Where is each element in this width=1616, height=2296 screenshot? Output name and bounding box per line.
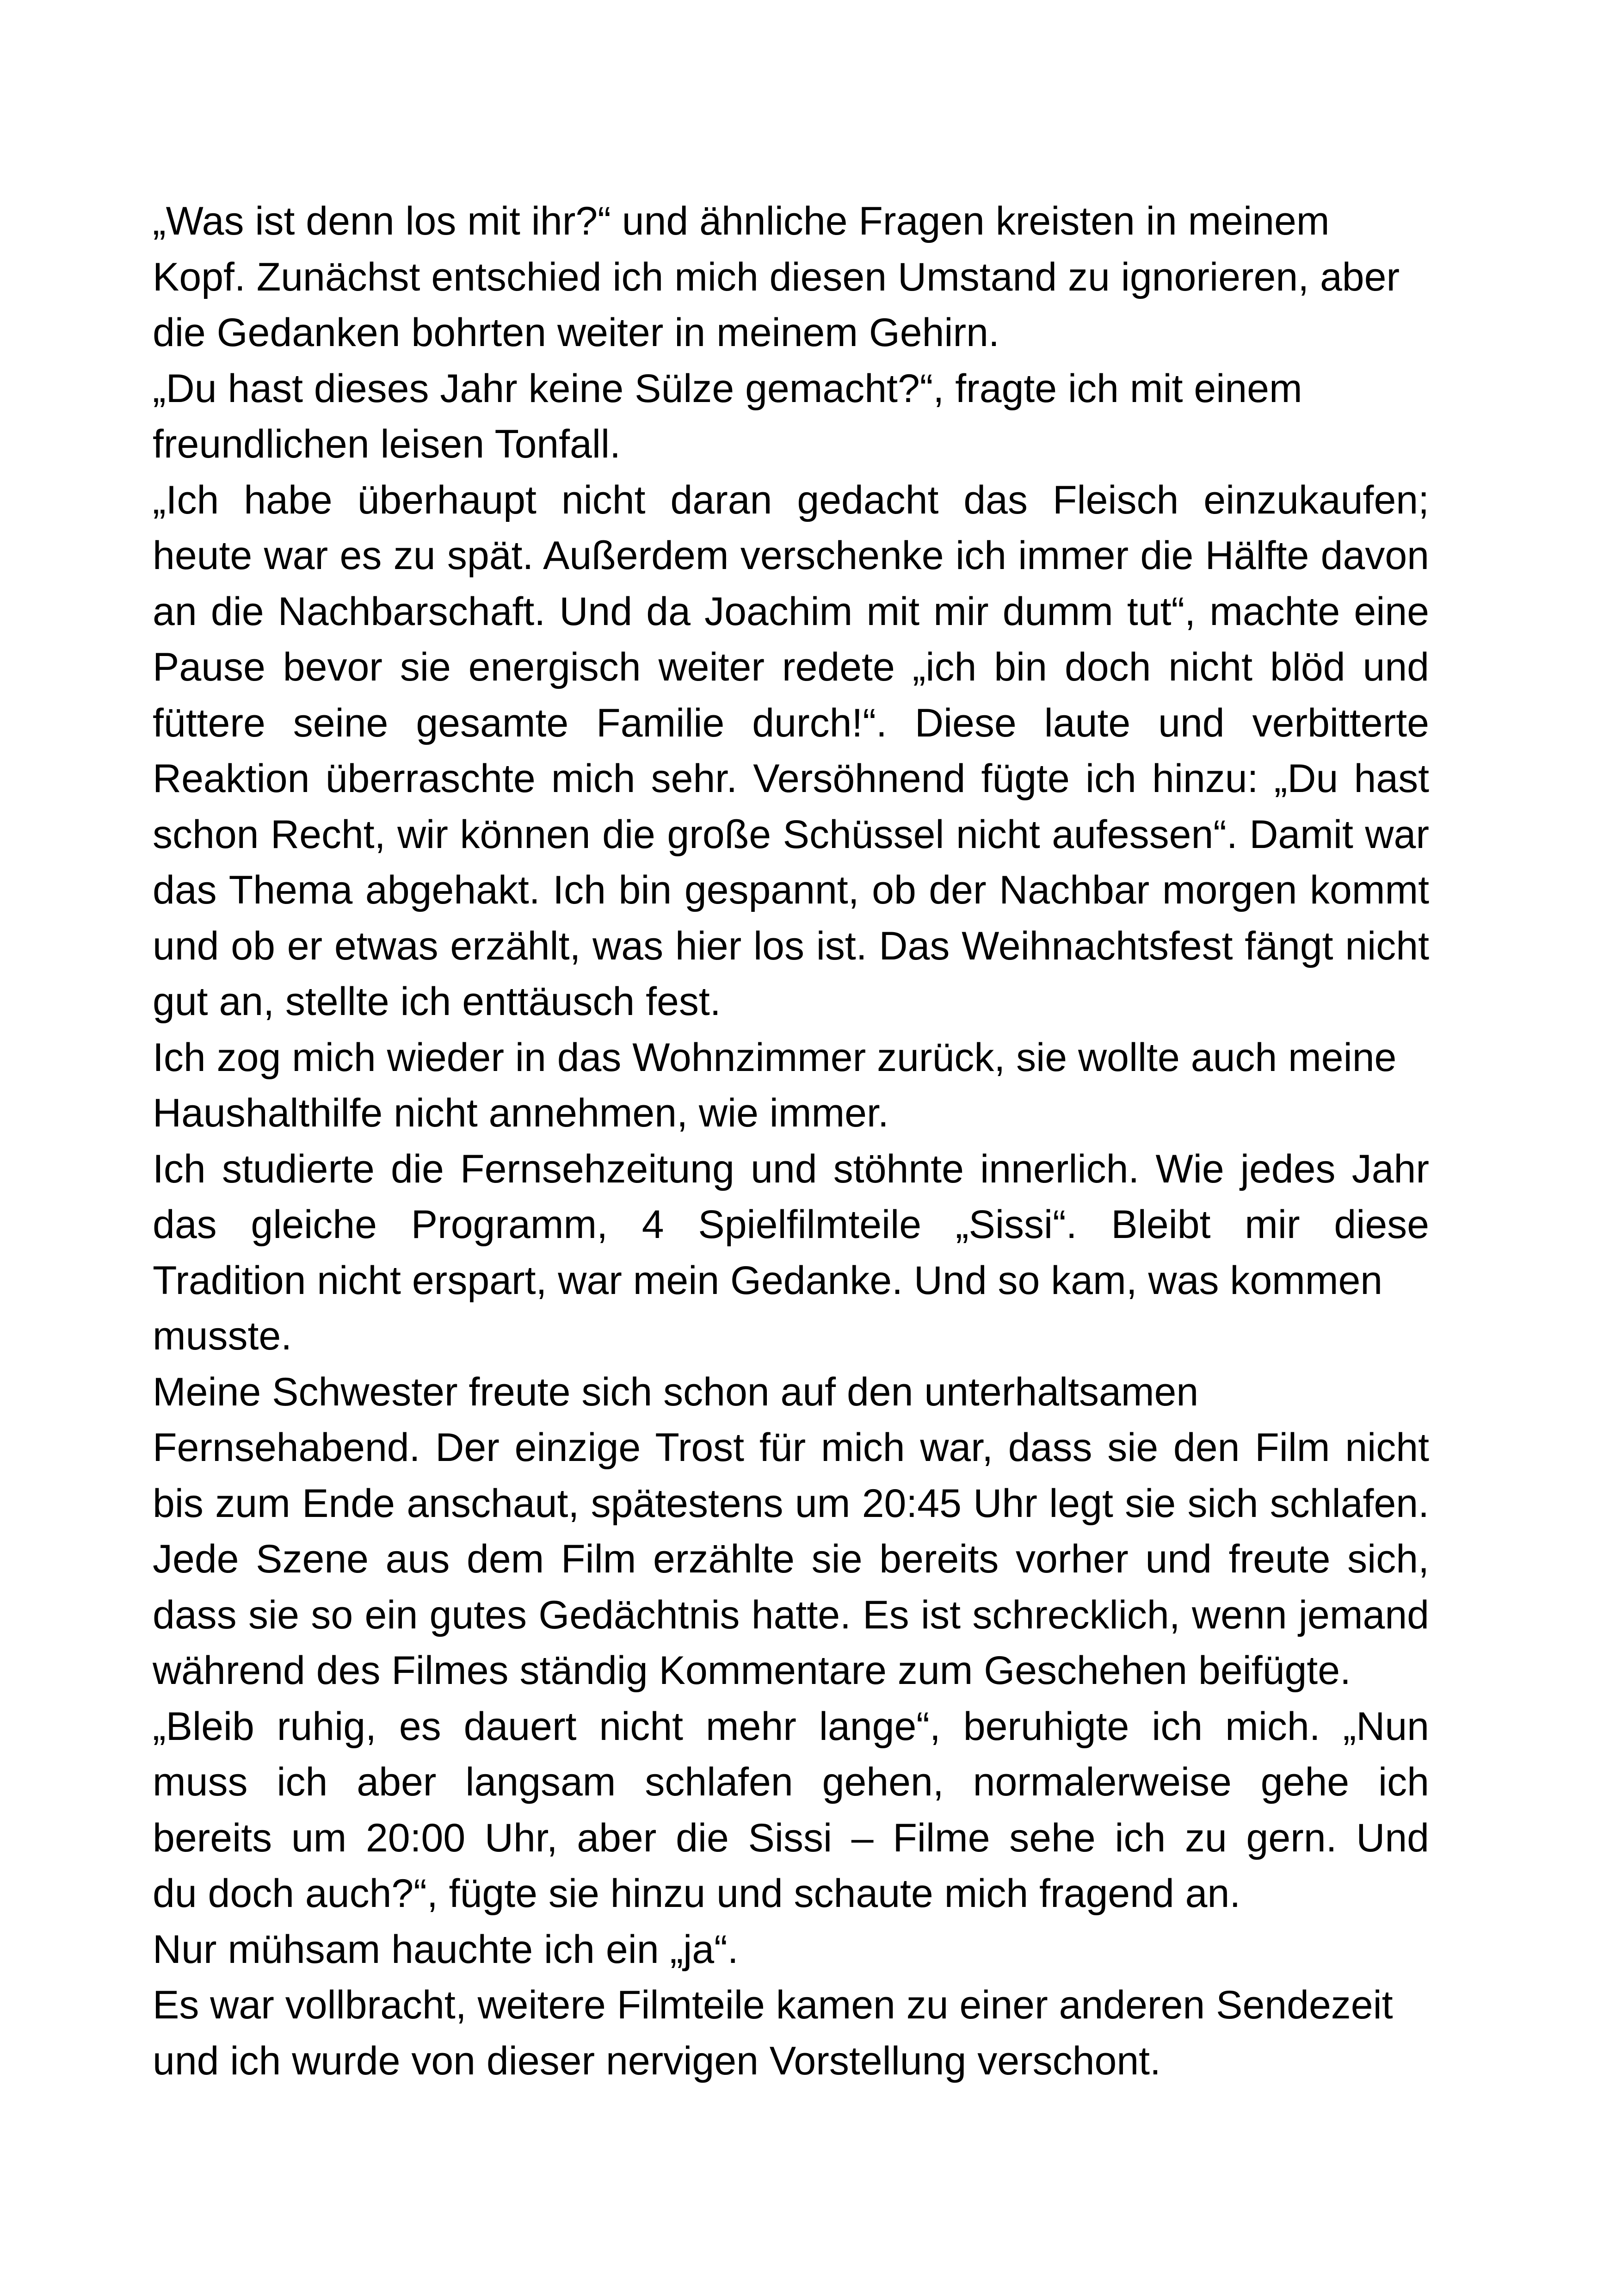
text-line: die Gedanken bohrten weiter in meinem Gehirn. [153, 310, 999, 355]
text-line: Es war vollbracht, weitere Filmteile kamen zu einer anderen Sendezeit [153, 1983, 1393, 2027]
text-line: Pause bevor sie energisch weiter redete „ich bin doch nicht blöd und [153, 645, 1429, 689]
text-line: dass sie so ein gutes Gedächtnis hatte. Es ist schrecklich, wenn jemand [153, 1592, 1429, 1637]
text-line: schon Recht, wir können die große Schüssel nicht aufessen“. Damit war [153, 812, 1429, 857]
text-line: und ob er etwas erzählt, was hier los ist. Das Weihnachtsfest fängt nicht [153, 923, 1429, 968]
text-line: musste. [153, 1314, 292, 1358]
text-line: und ich wurde von dieser nervigen Vorstellung verschont. [153, 2038, 1161, 2083]
paragraph [153, 1977, 1429, 2089]
text-line: du doch auch?“, fügte sie hinzu und schaute mich fragend an. [153, 1871, 1241, 1916]
story-text [153, 193, 1429, 2089]
text-line: während des Filmes ständig Kommentare zum Geschehen beifügte. [153, 1648, 1351, 1693]
paragraph [153, 1141, 1429, 1364]
text-line: gut an, stellte ich enttäusch fest. [153, 979, 721, 1024]
text-line: das Thema abgehakt. Ich bin gespannt, ob der Nachbar morgen kommt [153, 868, 1429, 912]
text-line: „Ich habe überhaupt nicht daran gedacht das Fleisch einzukaufen; [153, 477, 1429, 522]
paragraph [153, 1699, 1429, 1922]
text-line: Fernsehabend. Der einzige Trost für mich war, dass sie den Film nicht [153, 1425, 1429, 1470]
text-line: „Was ist denn los mit ihr?“ und ähnliche Fragen kreisten in meinem [153, 199, 1330, 243]
text-line: Tradition nicht erspart, war mein Gedanke. Und so kam, was kommen [153, 1258, 1383, 1303]
text-line: bereits um 20:00 Uhr, aber die Sissi – Filme sehe ich zu gern. Und [153, 1815, 1429, 1860]
paragraph [153, 1364, 1429, 1699]
text-line: Reaktion überraschte mich sehr. Versöhnend fügte ich hinzu: „Du hast [153, 756, 1429, 801]
paragraph [153, 361, 1429, 472]
text-line: Ich zog mich wieder in das Wohnzimmer zurück, sie wollte auch meine [153, 1035, 1397, 1080]
paragraph [153, 472, 1429, 1030]
text-line: an die Nachbarschaft. Und da Joachim mit mir dumm tut“, machte eine [153, 589, 1429, 634]
text-line: das gleiche Programm, 4 Spielfilmteile „Sissi“. Bleibt mir diese [153, 1202, 1429, 1247]
text-line: Kopf. Zunächst entschied ich mich diesen Umstand zu ignorieren, aber [153, 254, 1400, 299]
paragraph [153, 193, 1429, 361]
paragraph [153, 1922, 1429, 1978]
text-line: „Bleib ruhig, es dauert nicht mehr lange“, beruhigte ich mich. „Nun [153, 1704, 1429, 1749]
text-line: Meine Schwester freute sich schon auf den unterhaltsamen [153, 1369, 1199, 1414]
text-line: Nur mühsam hauchte ich ein „ja“. [153, 1927, 739, 1972]
text-line: heute war es zu spät. Außerdem verschenke ich immer die Hälfte davon [153, 533, 1429, 578]
text-line: Haushalthilfe nicht annehmen, wie immer. [153, 1091, 889, 1135]
text-line: freundlichen leisen Tonfall. [153, 422, 621, 466]
text-line: Jede Szene aus dem Film erzählte sie bereits vorher und freute sich, [153, 1537, 1429, 1581]
text-line: bis zum Ende anschaut, spätestens um 20:45 Uhr legt sie sich schlafen. [153, 1481, 1429, 1526]
paragraph [153, 1030, 1429, 1141]
text-line: muss ich aber langsam schlafen gehen, normalerweise gehe ich [153, 1760, 1429, 1804]
text-line: „Du hast dieses Jahr keine Sülze gemacht?“, fragte ich mit einem [153, 366, 1302, 411]
text-line: füttere seine gesamte Familie durch!“. Diese laute und verbitterte [153, 700, 1429, 745]
text-line: Ich studierte die Fernsehzeitung und stöhnte innerlich. Wie jedes Jahr [153, 1146, 1429, 1191]
